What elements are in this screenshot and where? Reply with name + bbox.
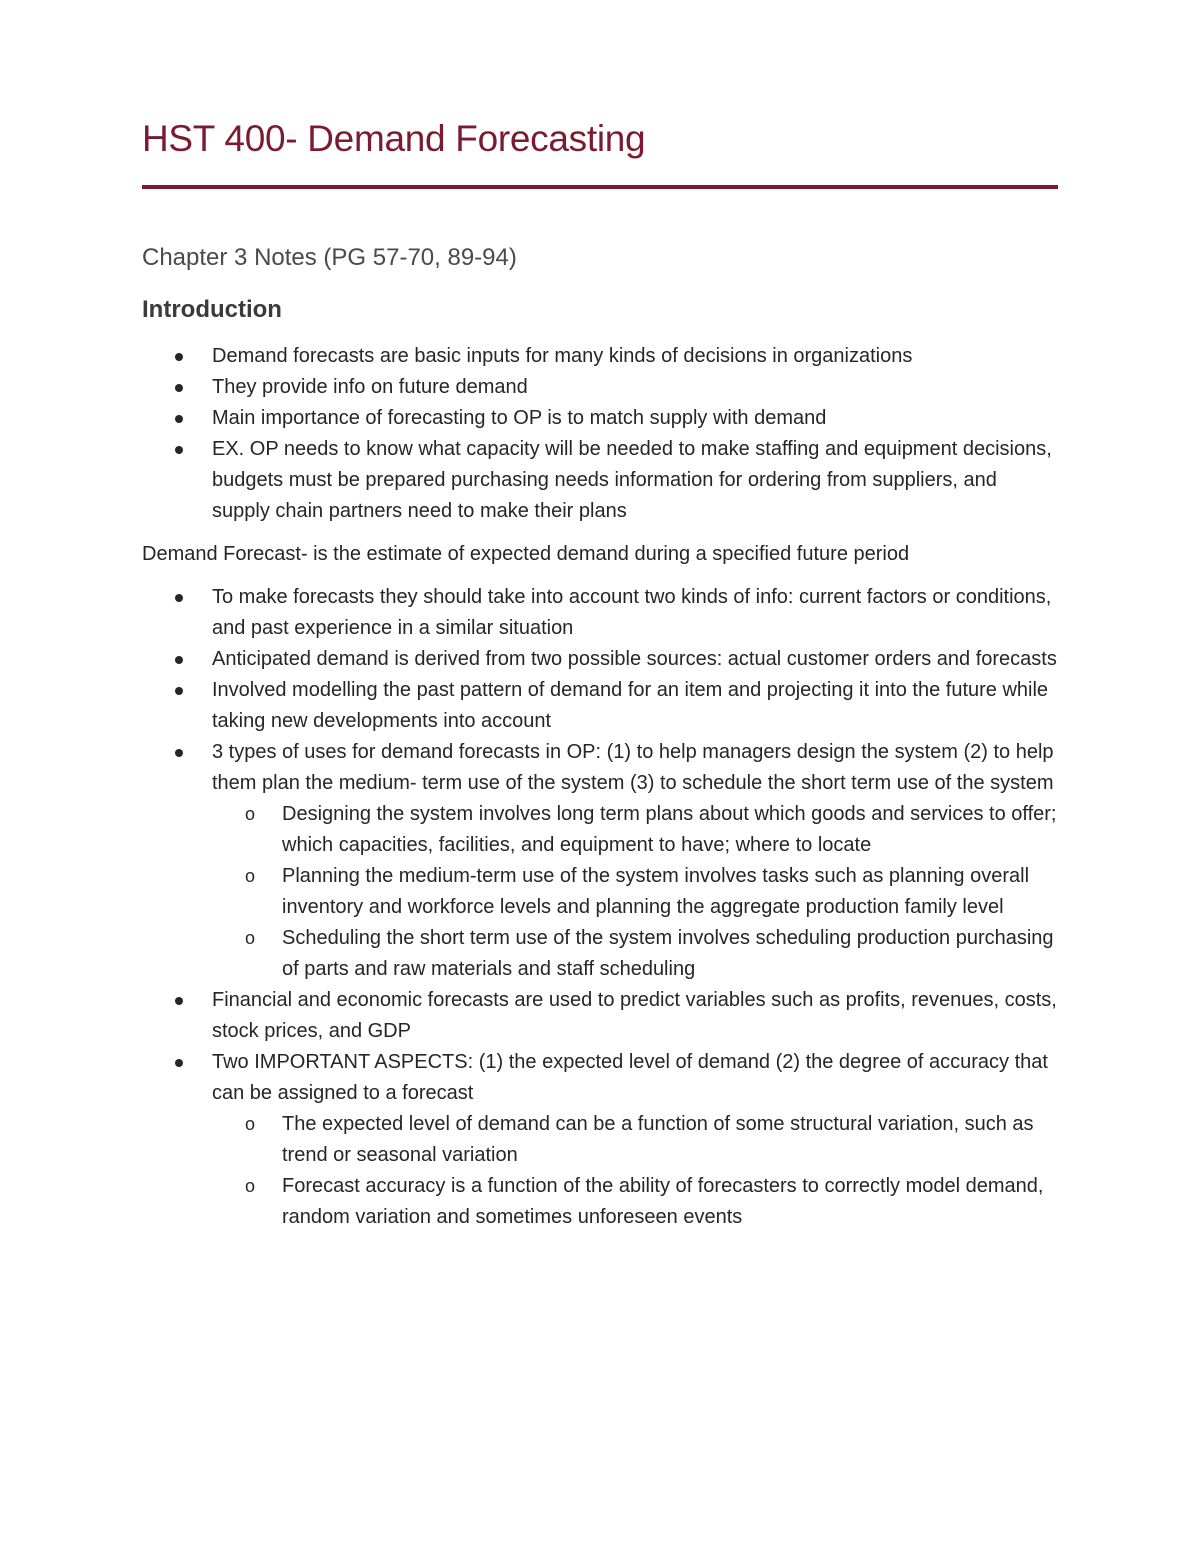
list-item bbox=[142, 582, 1058, 644]
bullet-dot-icon bbox=[175, 997, 183, 1005]
list-item-text: Two IMPORTANT ASPECTS: (1) the expected level of demand (2) the degree of accuracy that can be assigned to a forecast bbox=[212, 1051, 1048, 1104]
list-item bbox=[142, 737, 1058, 985]
list-item-text: Financial and economic forecasts are used to predict variables such as profits, revenues, costs, stock prices, and GDP bbox=[212, 989, 1057, 1042]
bullet-dot-icon bbox=[175, 384, 183, 392]
list-item bbox=[142, 1047, 1058, 1233]
sub-list-item-text: Forecast accuracy is a function of the ability of forecasters to correctly model demand, random variation and sometimes unforeseen events bbox=[282, 1175, 1044, 1228]
sub-bullet-list bbox=[212, 799, 1058, 985]
list-item-text: Anticipated demand is derived from two possible sources: actual customer orders and forecasts bbox=[212, 648, 1057, 670]
main-bullet-list bbox=[142, 582, 1058, 1233]
sub-list-item bbox=[212, 1171, 1058, 1233]
list-item bbox=[142, 403, 1058, 434]
demand-forecast-definition: Demand Forecast- is the estimate of expected demand during a specified future period bbox=[142, 543, 910, 565]
bullet-dot-icon bbox=[175, 687, 183, 695]
sub-list-item-text: Scheduling the short term use of the system involves scheduling production purchasing of parts and raw materials and staff scheduling bbox=[282, 927, 1054, 980]
list-item bbox=[142, 675, 1058, 737]
bullet-dot-icon bbox=[175, 749, 183, 757]
hollow-circle-bullet-icon: o bbox=[245, 866, 256, 886]
list-item bbox=[142, 644, 1058, 675]
list-item-text: They provide info on future demand bbox=[212, 376, 528, 398]
list-item-text: Demand forecasts are basic inputs for many kinds of decisions in organizations bbox=[212, 345, 913, 367]
sub-list-item bbox=[212, 923, 1058, 985]
bullet-dot-icon bbox=[175, 353, 183, 361]
list-item bbox=[142, 372, 1058, 403]
section-heading-introduction: Introduction bbox=[142, 296, 282, 323]
list-item bbox=[142, 985, 1058, 1047]
bullet-dot-icon bbox=[175, 1059, 183, 1067]
hollow-circle-bullet-icon: o bbox=[245, 804, 256, 824]
list-item-text: To make forecasts they should take into account two kinds of info: current factors or conditions, and past experience in a similar situation bbox=[212, 586, 1052, 639]
sub-list-item bbox=[212, 1109, 1058, 1171]
sub-list-item-text: Planning the medium-term use of the system involves tasks such as planning overall inventory and workforce levels and planning the aggregate production family level bbox=[282, 865, 1030, 918]
bullet-dot-icon bbox=[175, 415, 183, 423]
document-title: HST 400- Demand Forecasting bbox=[142, 118, 646, 159]
hollow-circle-bullet-icon: o bbox=[245, 1114, 256, 1134]
intro-bullet-list bbox=[142, 341, 1058, 527]
sub-list-item-text: The expected level of demand can be a function of some structural variation, such as trend or seasonal variation bbox=[282, 1113, 1034, 1166]
bullet-dot-icon bbox=[175, 656, 183, 664]
sub-list-item-text: Designing the system involves long term plans about which goods and services to offer; which capacities, facilities, and equipment to have; where to locate bbox=[282, 803, 1057, 856]
list-item bbox=[142, 341, 1058, 372]
list-item-text: Main importance of forecasting to OP is to match supply with demand bbox=[212, 407, 827, 429]
title-underline-rule bbox=[142, 185, 1058, 189]
sub-bullet-list bbox=[212, 1109, 1058, 1233]
hollow-circle-bullet-icon: o bbox=[245, 1176, 256, 1196]
list-item-text: EX. OP needs to know what capacity will be needed to make staffing and equipment decisions, budgets must be prepared purchasing needs information for ordering from suppliers, and supply chain partners need to make their plans bbox=[212, 438, 1052, 522]
hollow-circle-bullet-icon: o bbox=[245, 928, 256, 948]
sub-list-item bbox=[212, 861, 1058, 923]
list-item-text: 3 types of uses for demand forecasts in OP: (1) to help managers design the system (2) to help them plan the medium- term use of the system (3) to schedule the short term use of the system bbox=[212, 741, 1054, 794]
bullet-dot-icon bbox=[175, 594, 183, 602]
chapter-subtitle: Chapter 3 Notes (PG 57-70, 89-94) bbox=[142, 244, 517, 271]
sub-list-item bbox=[212, 799, 1058, 861]
list-item-text: Involved modelling the past pattern of demand for an item and projecting it into the future while taking new developments into account bbox=[212, 679, 1049, 732]
list-item bbox=[142, 434, 1058, 527]
bullet-dot-icon bbox=[175, 446, 183, 454]
